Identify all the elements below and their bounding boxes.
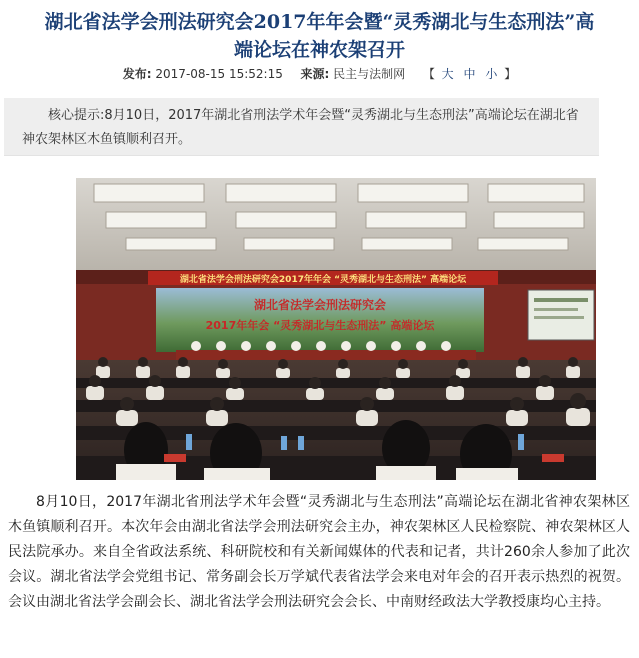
font-size-switcher	[423, 67, 516, 81]
bracket-close: 】	[504, 67, 517, 81]
summary-text: 核心提示:8月10日，2017年湖北省刑法学术年会暨“灵秀湖北与生态刑法”高端论坛在湖北省神农架林区木鱼镇顺利召开。	[22, 108, 579, 147]
screen-line2: 2017年年会 “灵秀湖北与生态刑法” 高端论坛	[205, 319, 435, 332]
article-meta	[0, 66, 639, 82]
article-title	[10, 8, 629, 64]
source-label: 来源:	[300, 67, 330, 81]
article-body-text: 8月10日，2017年湖北省刑法学术年会暨“灵秀湖北与生态刑法”高端论坛在湖北省神农架林区木鱼镇顺利召开。本次年会由湖北省法学会刑法研究会主办，神农架林区人民检察院、神农架林区人民法院承办。来自全省政法系统、科研院校和有关新闻媒体的代表和记者，共计260余人参加了此次会议。湖北省法学会党组书记、常务副会长万学斌代表省法学会来电对年会的召开表示热烈的祝贺。会议由湖北省法学会副会长、湖北省法学会刑法研究会会长、中南财经政法大学教授康均心主持。	[8, 494, 630, 610]
font-size-large-link[interactable]: 大	[441, 67, 454, 81]
article-title-line2: 端论坛在神农架召开	[233, 39, 405, 61]
source-name: 民主与法制网	[333, 67, 406, 81]
font-size-small-link[interactable]: 小	[485, 67, 498, 81]
font-size-medium-link[interactable]: 中	[463, 67, 476, 81]
screen-line1: 湖北省法学会刑法研究会	[253, 298, 387, 312]
conference-photo	[76, 178, 596, 480]
stage-banner-text: 湖北省法学会刑法研究会2017年年会 “灵秀湖北与生态刑法” 高端论坛	[179, 275, 467, 285]
article-body	[8, 490, 630, 615]
published-time: 2017-08-15 15:52:15	[155, 67, 283, 81]
summary-box	[4, 98, 599, 156]
article-title-line1: 湖北省法学会刑法研究会2017年年会暨“灵秀湖北与生态刑法”高	[44, 11, 595, 33]
published-label: 发布:	[122, 67, 152, 81]
conference-photo-illustration	[76, 178, 596, 480]
bracket-open: 【	[422, 67, 435, 81]
